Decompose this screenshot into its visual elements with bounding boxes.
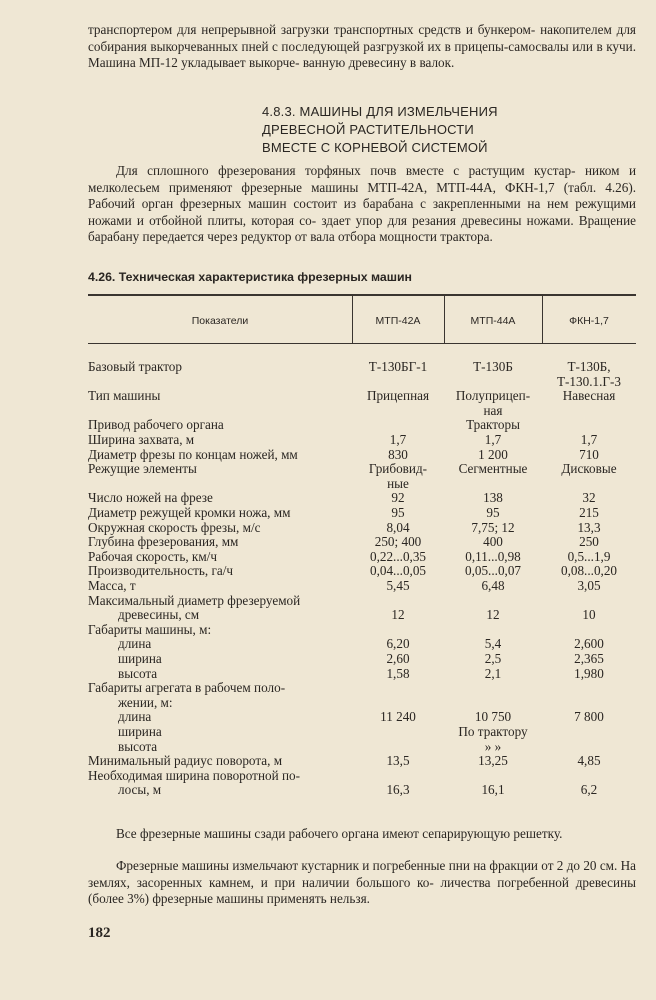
cell-fkn-17: 1,980 xyxy=(574,665,604,681)
text-line: Все фрезерные машины сзади рабочего органа имеют сепарирующую xyxy=(116,826,511,841)
cell-fkn-17: 1,7 xyxy=(580,432,598,447)
cell-mtp-44a: Сегментные xyxy=(458,461,528,477)
text-line: нельзя. xyxy=(329,891,370,906)
text-line: Фрезерные машины измельчают кустарник и погребенные пни на фракции xyxy=(116,858,538,873)
row-label: Масса, т xyxy=(88,578,136,593)
cell-mtp-44a: 10 750 xyxy=(474,709,512,725)
cell-mtp-44a: 2,1 xyxy=(484,665,502,681)
row-label: Максимальный диаметр фрезеруемой xyxy=(88,592,301,608)
cell-fkn-17: Т-130.1.Г-3 xyxy=(556,373,622,389)
row-label: Привод рабочего органа xyxy=(88,417,224,433)
text-line: решетку. xyxy=(513,826,563,841)
cell-mtp-44a: » » xyxy=(484,738,502,754)
cell-mtp-44a: Тракторы xyxy=(466,417,520,433)
cell-mtp-44a: 1 200 xyxy=(478,446,508,462)
cell-mtp-42a: Т-130БГ-1 xyxy=(368,359,428,374)
row-label: жении, м: xyxy=(118,694,173,710)
cell-fkn-17: 32 xyxy=(582,490,596,506)
row-label: Глубина фрезерования, мм xyxy=(88,534,239,550)
cell-mtp-44a: 13,25 xyxy=(478,753,508,769)
cell-fkn-17: Навесная xyxy=(562,388,616,404)
text-line: их в прицепы-самосвалы или в кучи. Машина МП-12 укладывает выкорче- xyxy=(88,38,637,70)
cell-mtp-44a: ная xyxy=(483,402,503,418)
cell-mtp-42a: 13,5 xyxy=(386,753,410,769)
header-mtp-44a: МТП-44А xyxy=(470,315,516,327)
row-label: Диаметр фрезы по концам ножей, мм xyxy=(88,446,298,462)
cell-mtp-42a: 8,04 xyxy=(386,519,410,535)
cell-mtp-44a: 16,1 xyxy=(481,782,505,798)
cell-mtp-42a: Прицепная xyxy=(366,388,430,404)
cell-mtp-42a: 0,04...0,05 xyxy=(369,563,427,579)
intro-paragraph xyxy=(88,22,636,72)
row-label: длина xyxy=(118,709,152,725)
row-label: Режущие элементы xyxy=(88,461,197,477)
cell-fkn-17: 3,05 xyxy=(577,578,601,593)
table-header-rule xyxy=(88,343,636,344)
cell-fkn-17: 215 xyxy=(579,505,599,520)
cell-fkn-17: 7 800 xyxy=(574,709,604,725)
row-label: Окружная скорость фрезы, м/с xyxy=(88,519,261,535)
cell-mtp-44a: Т-130Б xyxy=(473,359,513,374)
row-label: древесины, см xyxy=(118,607,200,623)
cell-fkn-17: Дисковые xyxy=(561,461,617,477)
row-label: Необходимая ширина поворотной по- xyxy=(88,767,300,783)
cell-mtp-42a: Грибовид- xyxy=(368,461,428,477)
row-label: Число ножей на фрезе xyxy=(88,490,213,506)
section-heading xyxy=(262,103,562,157)
cell-mtp-42a: 250; 400 xyxy=(374,534,422,550)
cell-mtp-42a: 830 xyxy=(388,446,408,462)
cell-fkn-17: 2,365 xyxy=(574,651,604,666)
cell-fkn-17: 0,5...1,9 xyxy=(567,548,611,564)
cell-fkn-17: 10 xyxy=(582,607,596,623)
cell-mtp-44a: 1,7 xyxy=(484,432,502,447)
spec-table xyxy=(88,294,636,824)
row-label: Тип машины xyxy=(88,388,161,404)
cell-mtp-44a: 2,5 xyxy=(484,651,502,666)
cell-mtp-44a: 12 xyxy=(486,607,500,623)
row-label: Производительность, га/ч xyxy=(88,563,234,579)
cell-mtp-44a: 95 xyxy=(486,505,500,520)
text-line: ванную древесину в валок. xyxy=(302,55,455,70)
row-label: Диаметр режущей кромки ножа, мм xyxy=(88,505,291,520)
row-label: Базовый трактор xyxy=(88,359,182,374)
page-number: 182 xyxy=(88,925,111,941)
text-line: накопителем для собирания выкорчеванных пней с последующей разгрузкой xyxy=(88,22,637,54)
cell-mtp-44a: 6,48 xyxy=(481,578,505,593)
row-label: ширина xyxy=(118,651,162,666)
text-line: через редуктор от вала отбора мощности трактора. xyxy=(207,229,493,244)
cell-mtp-44a: 400 xyxy=(483,534,503,550)
row-label: высота xyxy=(118,738,158,754)
row-label: ширина xyxy=(118,724,162,739)
text-line: Для сплошного фрезерования торфяных почв вместе с растущим кустар- xyxy=(116,163,576,178)
cell-mtp-42a: 6,20 xyxy=(386,636,410,652)
row-label: высота xyxy=(118,665,158,681)
row-label: Габариты агрегата в рабочем поло- xyxy=(88,680,286,696)
cell-mtp-42a: 5,45 xyxy=(386,578,410,593)
cell-fkn-17: 2,600 xyxy=(574,636,604,652)
cell-fkn-17: Т-130Б, xyxy=(567,359,611,374)
text-line: здает упор для резания древесины ножами. Вращение барабану передается xyxy=(88,212,637,244)
cell-fkn-17: 710 xyxy=(579,446,599,462)
header-fkn-17: ФКН-1,7 xyxy=(569,315,609,327)
cell-mtp-44a: 0,11...0,98 xyxy=(465,548,521,564)
row-label: Габариты машины, м: xyxy=(88,621,212,637)
text-line: ФКН-1,7 (табл. 4.26). Рабочий орган фрезерных машин состоит из барабана xyxy=(88,179,637,211)
cell-fkn-17: 6,2 xyxy=(580,782,598,798)
text-line: личества погребенной древесины (более 3%) фрезерные машины применять xyxy=(88,874,637,906)
body-paragraph xyxy=(88,163,636,246)
cell-mtp-44a: Полуприцеп- xyxy=(455,388,531,404)
heading-line: 4.8.3. МАШИНЫ ДЛЯ ИЗМЕЛЬЧЕНИЯ xyxy=(262,104,498,119)
cell-mtp-44a: 7,75; 12 xyxy=(471,519,515,535)
cell-mtp-42a: 1,58 xyxy=(386,665,410,681)
heading-line: ДРЕВЕСНОЙ РАСТИТЕЛЬНОСТИ xyxy=(262,122,474,137)
heading-line: ВМЕСТЕ С КОРНЕВОЙ СИСТЕМОЙ xyxy=(262,140,488,155)
outro-paragraph-1 xyxy=(88,826,636,843)
cell-mtp-42a: ные xyxy=(387,475,409,491)
cell-mtp-44a: 0,05...0,07 xyxy=(464,563,522,579)
cell-fkn-17: 4,85 xyxy=(577,753,601,769)
text-line: ником и мелколесьем применяют фрезерные машины МТП-42А, МТП-44А, xyxy=(88,163,636,195)
cell-mtp-44a: По трактору xyxy=(458,724,528,739)
cell-mtp-42a: 0,22...0,35 xyxy=(369,548,427,564)
cell-mtp-42a: 1,7 xyxy=(389,432,407,447)
cell-mtp-42a: 92 xyxy=(391,490,405,506)
cell-fkn-17: 13,3 xyxy=(577,519,601,535)
outro-paragraph-2 xyxy=(88,858,636,908)
text-line: от 2 до 20 см. На землях, засоренных камнем, и при наличии большого ко- xyxy=(88,858,636,890)
text-line: транспортером для непрерывной загрузки транспортных средств и бункером- xyxy=(88,22,536,37)
header-mtp-42a: МТП-42А xyxy=(375,315,421,327)
text-line: с закрепленными на нем режущими ножами и отбойной плиты, которая со- xyxy=(88,196,636,228)
cell-mtp-44a: 138 xyxy=(483,490,503,506)
cell-mtp-42a: 2,60 xyxy=(386,651,410,666)
row-label: Рабочая скорость, км/ч xyxy=(88,548,217,564)
header-indicators: Показатели xyxy=(191,315,249,327)
row-label: длина xyxy=(118,636,152,652)
cell-mtp-42a: 16,3 xyxy=(386,782,410,798)
cell-mtp-44a: 5,4 xyxy=(484,636,502,652)
cell-mtp-42a: 95 xyxy=(391,505,405,520)
row-label: Ширина захвата, м xyxy=(88,432,195,447)
cell-mtp-42a: 11 240 xyxy=(380,709,416,725)
cell-fkn-17: 250 xyxy=(579,534,599,550)
row-label: лосы, м xyxy=(118,782,162,798)
cell-mtp-42a: 12 xyxy=(391,607,405,623)
table-top-rule xyxy=(88,294,636,296)
cell-fkn-17: 0,08...0,20 xyxy=(560,563,618,579)
row-label: Минимальный радиус поворота, м xyxy=(88,753,283,769)
table-caption: 4.26. Техническая характеристика фрезерных машин xyxy=(88,270,412,284)
